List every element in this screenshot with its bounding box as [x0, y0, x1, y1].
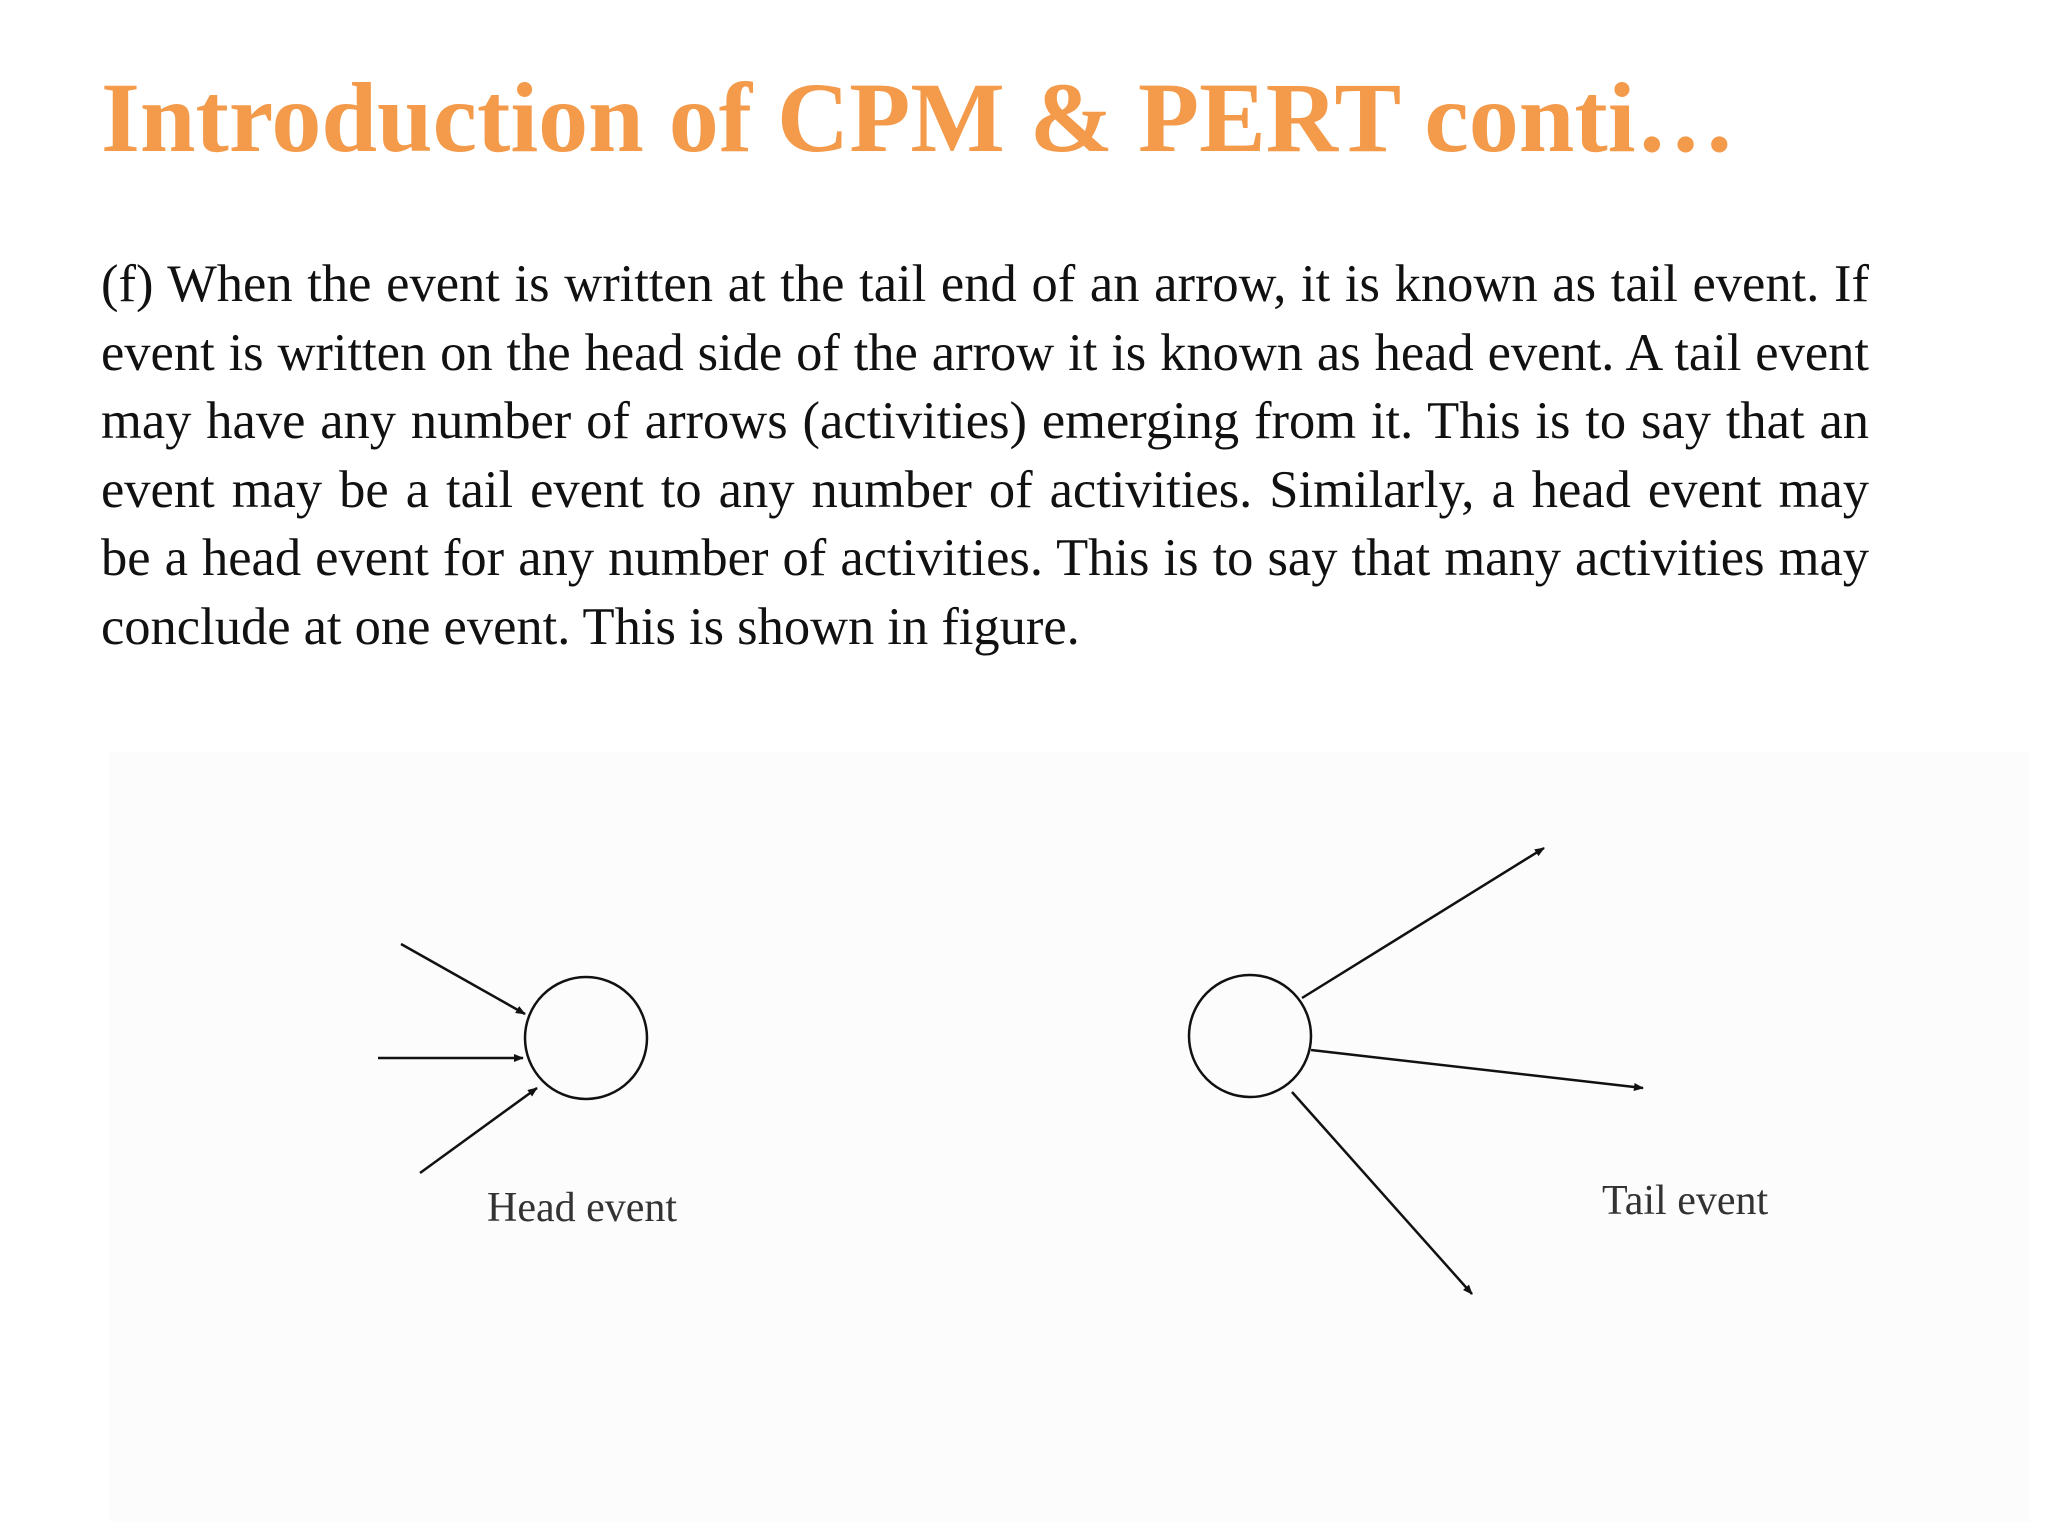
head-incoming-arrow-lower: [420, 1088, 537, 1173]
tail-outgoing-arrow-middle: [1311, 1050, 1643, 1088]
head-event-label: Head event: [487, 1185, 678, 1231]
tail-event-diagram: [1189, 848, 1768, 1294]
tail-outgoing-arrow-lower: [1292, 1092, 1472, 1294]
slide-body-text: (f) When the event is written at the tail end of an arrow, it is known as tail event. If event is written on the head side of the arrow it is known as head event. A tail event may have any number of arrows (activities) emerging from it. This is to say that an event may be a tail event to any number of activities. Similarly, a head event may be a head event for any number of activities. This is to say that many activities may conclude at one event. This is shown in figure.: [101, 255, 1869, 656]
tail-event-node: [1189, 975, 1311, 1097]
head-event-diagram: [378, 944, 677, 1231]
head-event-node: [525, 977, 647, 1099]
tail-outgoing-arrow-upper: [1302, 848, 1544, 998]
tail-event-label: Tail event: [1602, 1178, 1769, 1224]
slide-title: Introduction of CPM & PERT conti…: [101, 62, 1736, 173]
head-incoming-arrow-upper: [401, 944, 525, 1014]
